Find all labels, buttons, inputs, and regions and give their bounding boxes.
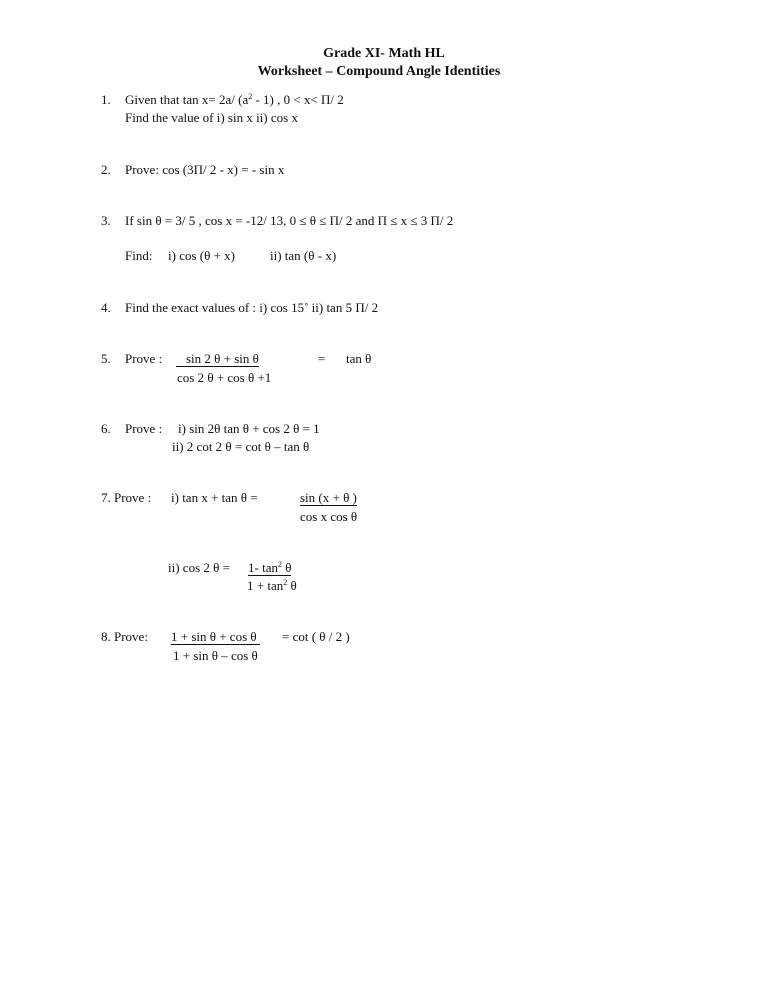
q5-label: Prove : [125,351,163,366]
q5-rhs: tan θ [346,351,372,366]
q7-part-i-numerator: sin (x + θ ) [300,490,357,505]
q1-number: 1. [101,92,111,107]
q8-denominator: 1 + sin θ – cos θ [173,648,258,663]
q7-part-ii-denominator [247,579,297,592]
q7-ii-den-b: θ [287,578,297,593]
worksheet-subtitle: Worksheet – Compound Angle Identities [257,64,501,79]
q1-text-b: - 1) , 0 < x< Π/ 2 [252,92,344,107]
q5-equals: = [318,351,326,366]
q2-statement: Prove: cos (3Π/ 2 - x) = - sin x [125,162,285,177]
q6-part-ii: ii) 2 cot 2 θ = cot θ – tan θ [172,439,310,454]
q7-ii-num-exponent: 2 [277,560,282,569]
q3-part-i: i) cos (θ + x) [168,248,235,263]
q1-text-a: Given that tan x= 2a/ (a [125,92,249,107]
q5-numerator: sin 2 θ + sin θ [176,352,259,367]
q7-part-i-lhs: i) tan x + tan θ = [171,490,258,505]
q1-exponent: 2 [248,92,253,101]
q4-number: 4. [101,300,111,315]
q1-statement [125,93,344,106]
q4-statement: Find the exact values of : i) cos 15˚ ii) tan 5 Π/ 2 [125,300,379,315]
q3-statement: If sin θ = 3/ 5 , cos x = -12/ 13, 0 ≤ θ ≤ Π/ 2 and Π ≤ x ≤ 3 Π/ 2 [125,213,454,228]
q5-number: 5. [101,351,111,366]
q1-parts: Find the value of i) sin x ii) cos x [125,110,298,125]
q6-part-i: i) sin 2θ tan θ + cos 2 θ = 1 [178,421,320,436]
q3-find-label: Find: [125,248,153,263]
q7-part-ii-lhs: ii) cos 2 θ = [168,560,230,575]
q6-label: Prove : [125,421,163,436]
q7-ii-num-b: θ [281,560,292,575]
q7-part-i-denominator: cos x cos θ [300,509,358,524]
q8-numerator: 1 + sin θ + cos θ [171,630,260,645]
q7-ii-den-a: 1 + tan [247,578,284,593]
q3-part-ii: ii) tan (θ - x) [270,248,337,263]
q3-number: 3. [101,213,111,228]
q7-ii-den-exponent: 2 [283,578,288,587]
q7-label: 7. Prove : [101,490,152,505]
q2-number: 2. [101,162,111,177]
q5-denominator: cos 2 θ + cos θ +1 [177,370,272,385]
q8-label: 8. Prove: [101,629,148,644]
q7-part-ii-numerator [248,561,291,576]
q6-number: 6. [101,421,111,436]
q7-ii-num-a: 1- tan [248,560,278,575]
q8-equals-rhs: = cot ( θ / 2 ) [282,629,350,644]
worksheet-title: Grade XI- Math HL [323,46,445,61]
